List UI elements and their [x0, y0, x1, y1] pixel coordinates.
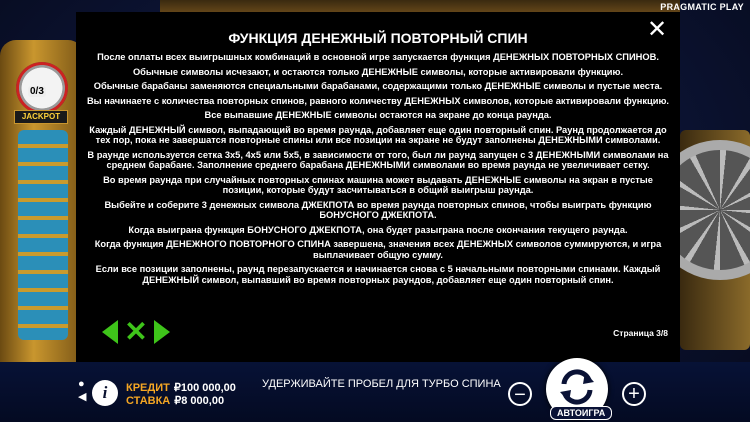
page-navigation — [102, 316, 170, 347]
balance-panel — [126, 382, 236, 408]
jackpot-label: JACKPOT — [14, 110, 68, 124]
rules-paragraph: Каждый ДЕНЕЖНЫЙ символ, выпадающий во время раунда, добавляет еще один повторный спин. Раунд продолжается до тех пор, пока не завершатся повторные спины или все позиции на экране не будут заполнены ДЕНЕЖНЫМИ символами. — [89, 124, 667, 145]
coin-icon[interactable]: ● — [78, 378, 85, 390]
rules-paragraph: Когда функция ДЕНЕЖНОГО ПОВТОРНОГО СПИНА завершена, значения всех ДЕНЕЖНЫХ символов суммируются, и игра выплачивает общую сумму. — [94, 239, 662, 260]
close-icon[interactable]: ✕ — [646, 16, 668, 43]
info-button[interactable]: i — [92, 380, 118, 406]
credit-value: ₽100 000,00 — [173, 382, 236, 394]
sound-controls — [78, 378, 86, 404]
rules-paragraph: В раунде используется сетка 3x5, 4x5 или 5x5, в зависимости от того, был ли раунд запущен с 3 ДЕНЕЖНЫМИ символами на среднем барабане. Заполнение среднего барабана ДЕНЕЖНЫМИ символами во время раунда не увеличивает сетку. — [87, 149, 669, 170]
gauge-counter: 0/3 — [30, 86, 44, 97]
bet-value: ₽8 000,00 — [174, 395, 225, 407]
autoplay-button[interactable]: АВТОИГРА — [550, 406, 612, 420]
rules-paragraph: После оплаты всех выигрышных комбинаций в основной игре запускается функция ДЕНЕЖНЫХ ПОВТОРНЫХ СПИНОВ. — [97, 52, 659, 62]
rules-paragraph: Если все позиции заполнены, раунд перезапускается и начинается снова с 5 начальными повторными спинами. Каждый ДЕНЕЖНЫЙ символ, выпавший во время повторных раундов, добавляет еще один повторный спин. — [95, 264, 661, 285]
page-indicator: Страница 3/8 — [613, 328, 668, 338]
rules-paragraph: Когда выиграна функция БОНУСНОГО ДЖЕКПОТА, она будет разыграна после окончания текущего раунда. — [128, 224, 628, 235]
jackpot-tube — [18, 130, 68, 340]
rules-paragraph: Обычные барабаны заменяются специальными барабанами, содержащими только ДЕНЕЖНЫЕ символы и пустые места. — [93, 81, 663, 91]
rules-paragraph: Вы начинаете с количества повторных спинов, равного количеству ДЕНЕЖНЫХ символов, которые активировали функцию. — [86, 95, 670, 106]
rules-paragraph: Во время раунда при случайных повторных спинах машина может выдавать ДЕНЕЖНЫЕ символы на экран в пустые позиции, которые будут засчитываться в общий выигрыш раунда. — [103, 174, 653, 195]
turbo-hint: УДЕРЖИВАЙТЕ ПРОБЕЛ ДЛЯ ТУРБО СПИНА — [262, 378, 501, 390]
rules-paragraph: Все выпавшие ДЕНЕЖНЫЕ символы остаются на экране до конца раунда. — [204, 110, 552, 120]
spin-arrows-icon — [556, 366, 598, 408]
modal-title: ФУНКЦИЯ ДЕНЕЖНЫЙ ПОВТОРНЫЙ СПИН — [228, 30, 528, 46]
speaker-icon[interactable]: ◀ — [78, 391, 87, 403]
next-page-icon[interactable] — [154, 320, 170, 344]
prev-page-icon[interactable] — [102, 320, 118, 344]
bet-label: СТАВКА — [126, 395, 171, 407]
rules-paragraph: Обычные символы исчезают, и остаются только ДЕНЕЖНЫЕ символы, которые активировали функцию. — [132, 66, 624, 77]
bet-increase-button[interactable]: + — [622, 382, 646, 406]
rules-paragraph: Выбейте и соберите 3 денежных символа ДЖЕКПОТА во время раунда повторных спинов, чтобы выиграть функцию БОНУСНОГО ДЖЕКПОТА. — [104, 199, 652, 220]
brand-logo: PRAGMATIC PLAY — [660, 2, 744, 12]
bet-decrease-button[interactable]: − — [508, 382, 532, 406]
credit-label: КРЕДИТ — [126, 382, 170, 394]
rules-text — [84, 52, 672, 289]
paytable-modal — [76, 12, 680, 362]
close-rules-icon[interactable]: ✕ — [124, 316, 148, 347]
